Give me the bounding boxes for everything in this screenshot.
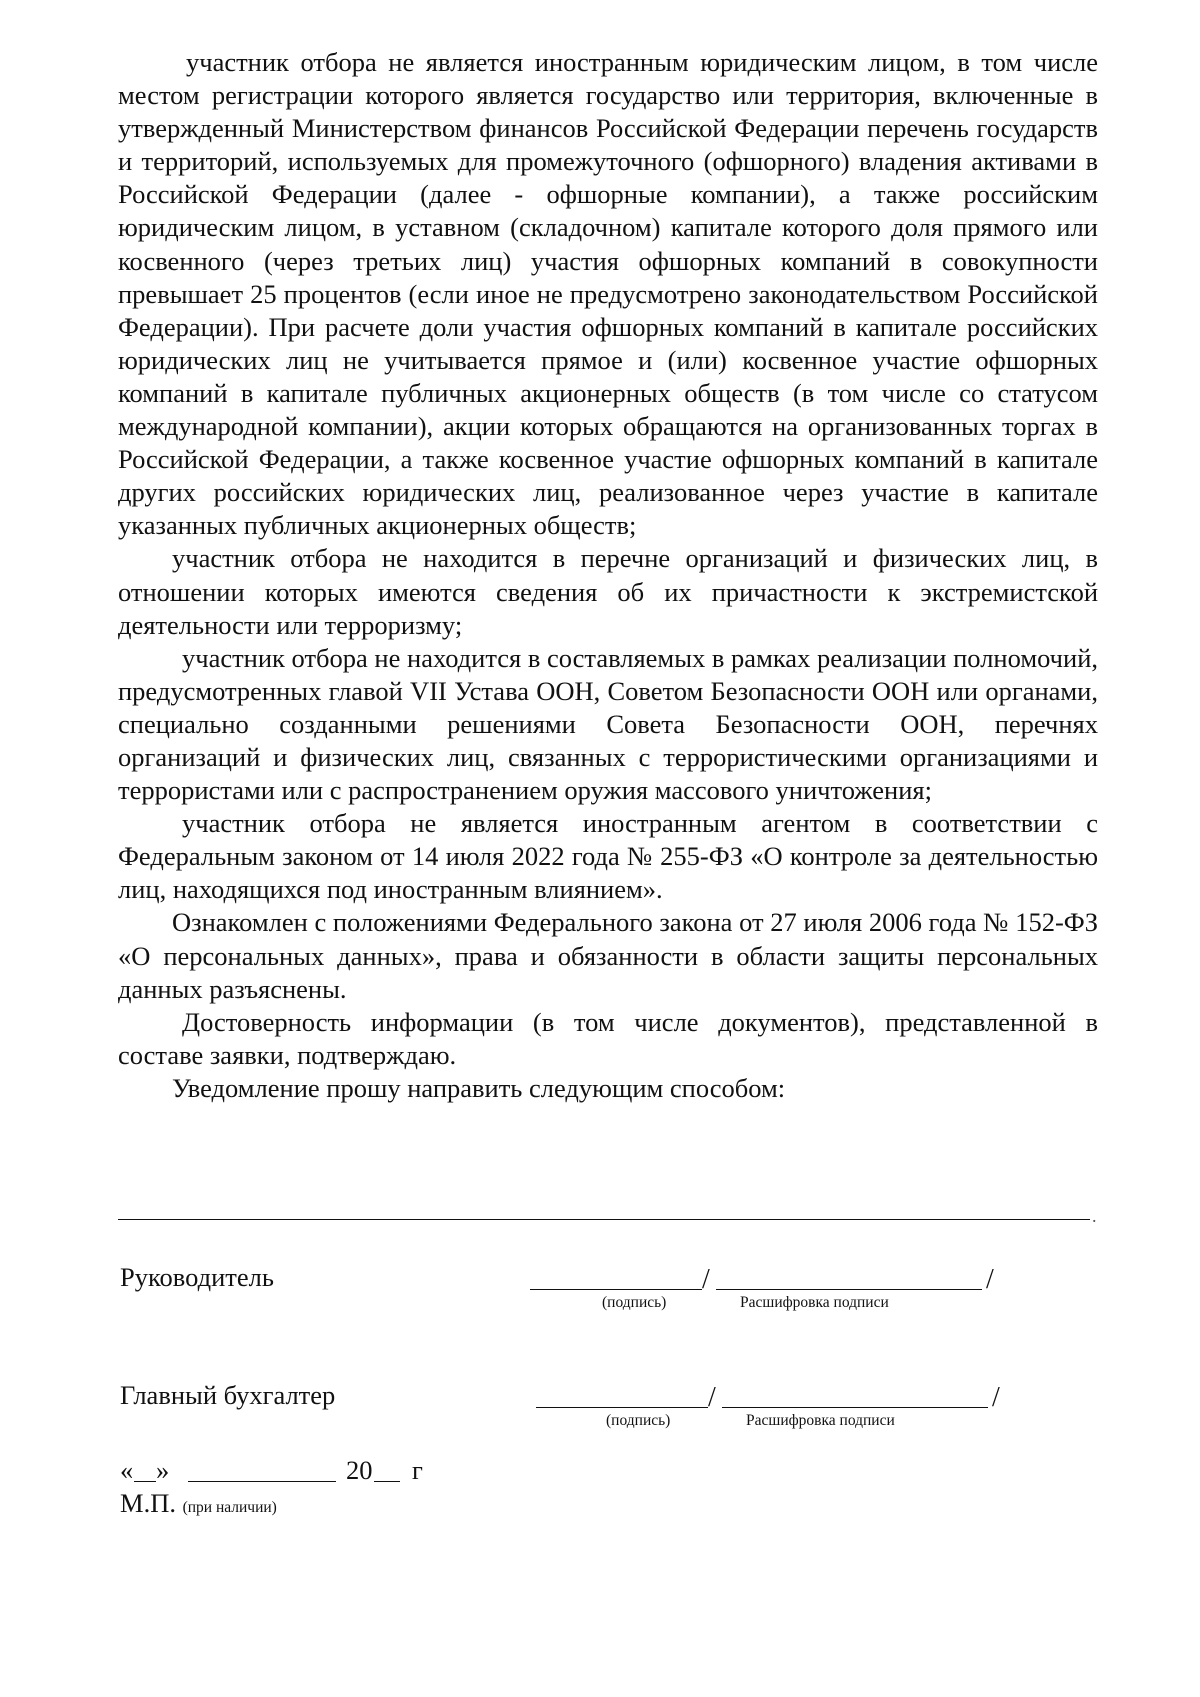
paragraph-notification: Уведомление прошу направить следующим способом: — [172, 1072, 786, 1103]
accountant-decoding-field[interactable] — [722, 1407, 988, 1408]
accountant-decoding-caption: Расшифровка подписи — [746, 1412, 895, 1429]
paragraph-extremism: участник отбора не находится в перечне организаций и физических лиц, в отношении которых имеются сведения об их причастности к экстремистской деятельности или терроризму; — [118, 543, 1098, 640]
head-signature-row — [530, 1258, 1030, 1298]
date-close-quote: » — [156, 1455, 170, 1485]
accountant-signature-caption: (подпись) — [606, 1412, 671, 1429]
paragraph-offshore: участник отбора не является иностранным юридическим лицом, в том числе местом регистрации которого является государство или территория, включенные в утвержденный Министерством финансов Российской Федерации перечень государств и территорий, используемых для промежуточного (офшорного) владения активами в Российской Федерации (далее - офшорные компании), а также российским юридическим лицом, в уставном (складочном) капитале которого доля прямого или косвенного (через третьих лиц) участия офшорных компаний в совокупности превышает 25 процентов (если иное не предусмотрено законодательством Российской Федерации). При расчете доли участия офшорных компаний в капитале российских юридических лиц не учитывается прямое и (или) косвенное участие офшорных компаний в капитале публичных акционерных обществ (в том числе со статусом международной компании), акции которых обращаются на организованных торгах в Российской Федерации, а также косвенное участие офшорных компаний в капитале других российских юридических лиц, реализованное через участие в капитале указанных публичных акционерных обществ; — [118, 47, 1098, 541]
date-month-field[interactable] — [188, 1481, 336, 1482]
document-body — [118, 46, 1098, 1105]
accountant-signature-row — [536, 1376, 1036, 1416]
date-year-field[interactable] — [374, 1481, 400, 1482]
date-year-suffix: г — [412, 1455, 423, 1485]
accountant-end-slash: / — [992, 1382, 1000, 1413]
head-decoding-caption: Расшифровка подписи — [740, 1294, 889, 1311]
paragraph-personal-data: Ознакомлен с положениями Федерального закона от 27 июля 2006 года № 152-ФЗ «О персональных данных», права и обязанности в области защиты персональных данных разъяснены. — [118, 907, 1098, 1004]
head-signature-caption: (подпись) — [602, 1294, 667, 1311]
accountant-label: Главный бухгалтер — [120, 1380, 336, 1410]
stamp-note: (при наличии) — [182, 1499, 277, 1516]
date-field — [120, 1455, 440, 1491]
stamp-place — [120, 1488, 277, 1523]
date-open-quote: « — [120, 1455, 134, 1485]
notification-method-field[interactable] — [118, 1219, 1090, 1220]
head-end-slash: / — [986, 1264, 994, 1295]
paragraph-foreign-agent: участник отбора не является иностранным агентом в соответствии с Федеральным законом от 14 июля 2022 года № 255-ФЗ «О контроле за деятельностью лиц, находящихся под иностранным влиянием». — [118, 808, 1098, 905]
head-decoding-field[interactable] — [716, 1289, 982, 1290]
head-signature-field[interactable] — [530, 1289, 702, 1290]
accountant-separator-slash: / — [708, 1382, 716, 1413]
date-day-field[interactable] — [134, 1481, 156, 1482]
paragraph-un-lists: участник отбора не находится в составляемых в рамках реализации полномочий, предусмотренных главой VII Устава ООН, Советом Безопасности ООН или органами, специально созданными решениями Совета Безопасности ООН, перечнях организаций и физических лиц, связанных с террористическими организациями и террористами или с распространением оружия массового уничтожения; — [118, 642, 1098, 806]
head-label: Руководитель — [120, 1262, 274, 1292]
stamp-label: М.П. — [120, 1488, 176, 1518]
head-separator-slash: / — [702, 1264, 710, 1295]
date-year-prefix: 20 — [346, 1455, 373, 1485]
notification-line-end: . — [1092, 1206, 1097, 1226]
accountant-signature-field[interactable] — [536, 1407, 708, 1408]
paragraph-reliability: Достоверность информации (в том числе документов), представленной в составе заявки, подтверждаю. — [118, 1006, 1098, 1070]
